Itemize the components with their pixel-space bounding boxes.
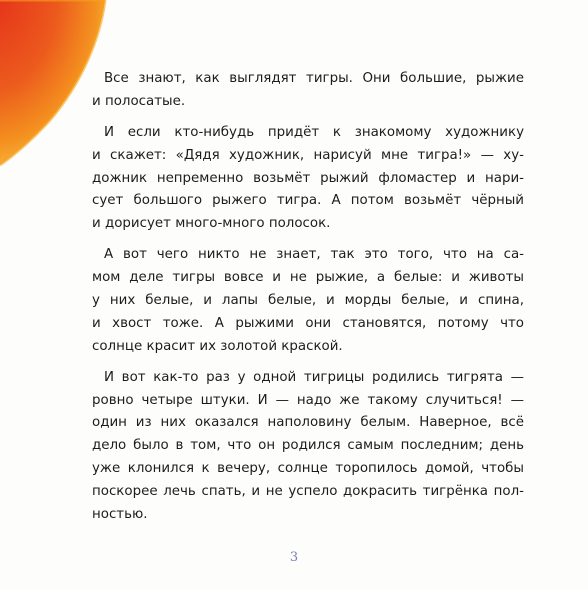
- text-line: и скажет: «Дядя художник, нарисуй мне тигра!» — ху-: [92, 147, 524, 163]
- text-line: дело было в том, что он родился самым последним; день: [92, 438, 524, 454]
- text-line: И вот как-то раз у одной тигрицы родились тигрята —: [104, 369, 524, 385]
- story-text: [92, 68, 524, 526]
- text-line: и дорисует много-много полосок.: [92, 216, 331, 232]
- text-line: сует большого рыжего тигра. А потом возьмёт чёрный: [92, 193, 524, 209]
- paragraph: [92, 68, 524, 114]
- text-line: у них белые, и лапы белые, и морды белые, и спина,: [92, 292, 524, 308]
- text-line: уже клонился к вечеру, солнце торопилось домой, чтобы: [92, 460, 524, 476]
- paragraph: [92, 367, 524, 527]
- text-line: поскорее лечь спать, и не успело докрасить тигрёнка пол-: [92, 483, 524, 499]
- text-line: солнце красит их золотой краской.: [92, 338, 343, 354]
- text-line: ностью.: [92, 506, 148, 522]
- text-line: мом деле тигры вовсе и не рыжие, а белые: и животы: [92, 270, 524, 286]
- text-line: один из них оказался наполовину белым. Наверное, всё: [92, 415, 524, 431]
- text-line: И если кто-нибудь придёт к знакомому художнику: [104, 124, 524, 140]
- text-line: ровно четыре штуки. И — надо же такому случиться! —: [92, 392, 524, 408]
- text-line: А вот чего никто не знает, так это того, что на са-: [104, 247, 524, 263]
- paragraph: [92, 122, 524, 236]
- text-line: и полосатые.: [92, 93, 186, 109]
- text-line: дожник непременно возьмёт рыжий фломастер и нари-: [92, 170, 524, 186]
- page-number: 3: [289, 550, 299, 565]
- text-line: и хвост тоже. А рыжими они становятся, потому что: [92, 315, 524, 331]
- text-line: Все знают, как выглядят тигры. Они большие, рыжие: [104, 71, 524, 86]
- paragraph: [92, 244, 524, 358]
